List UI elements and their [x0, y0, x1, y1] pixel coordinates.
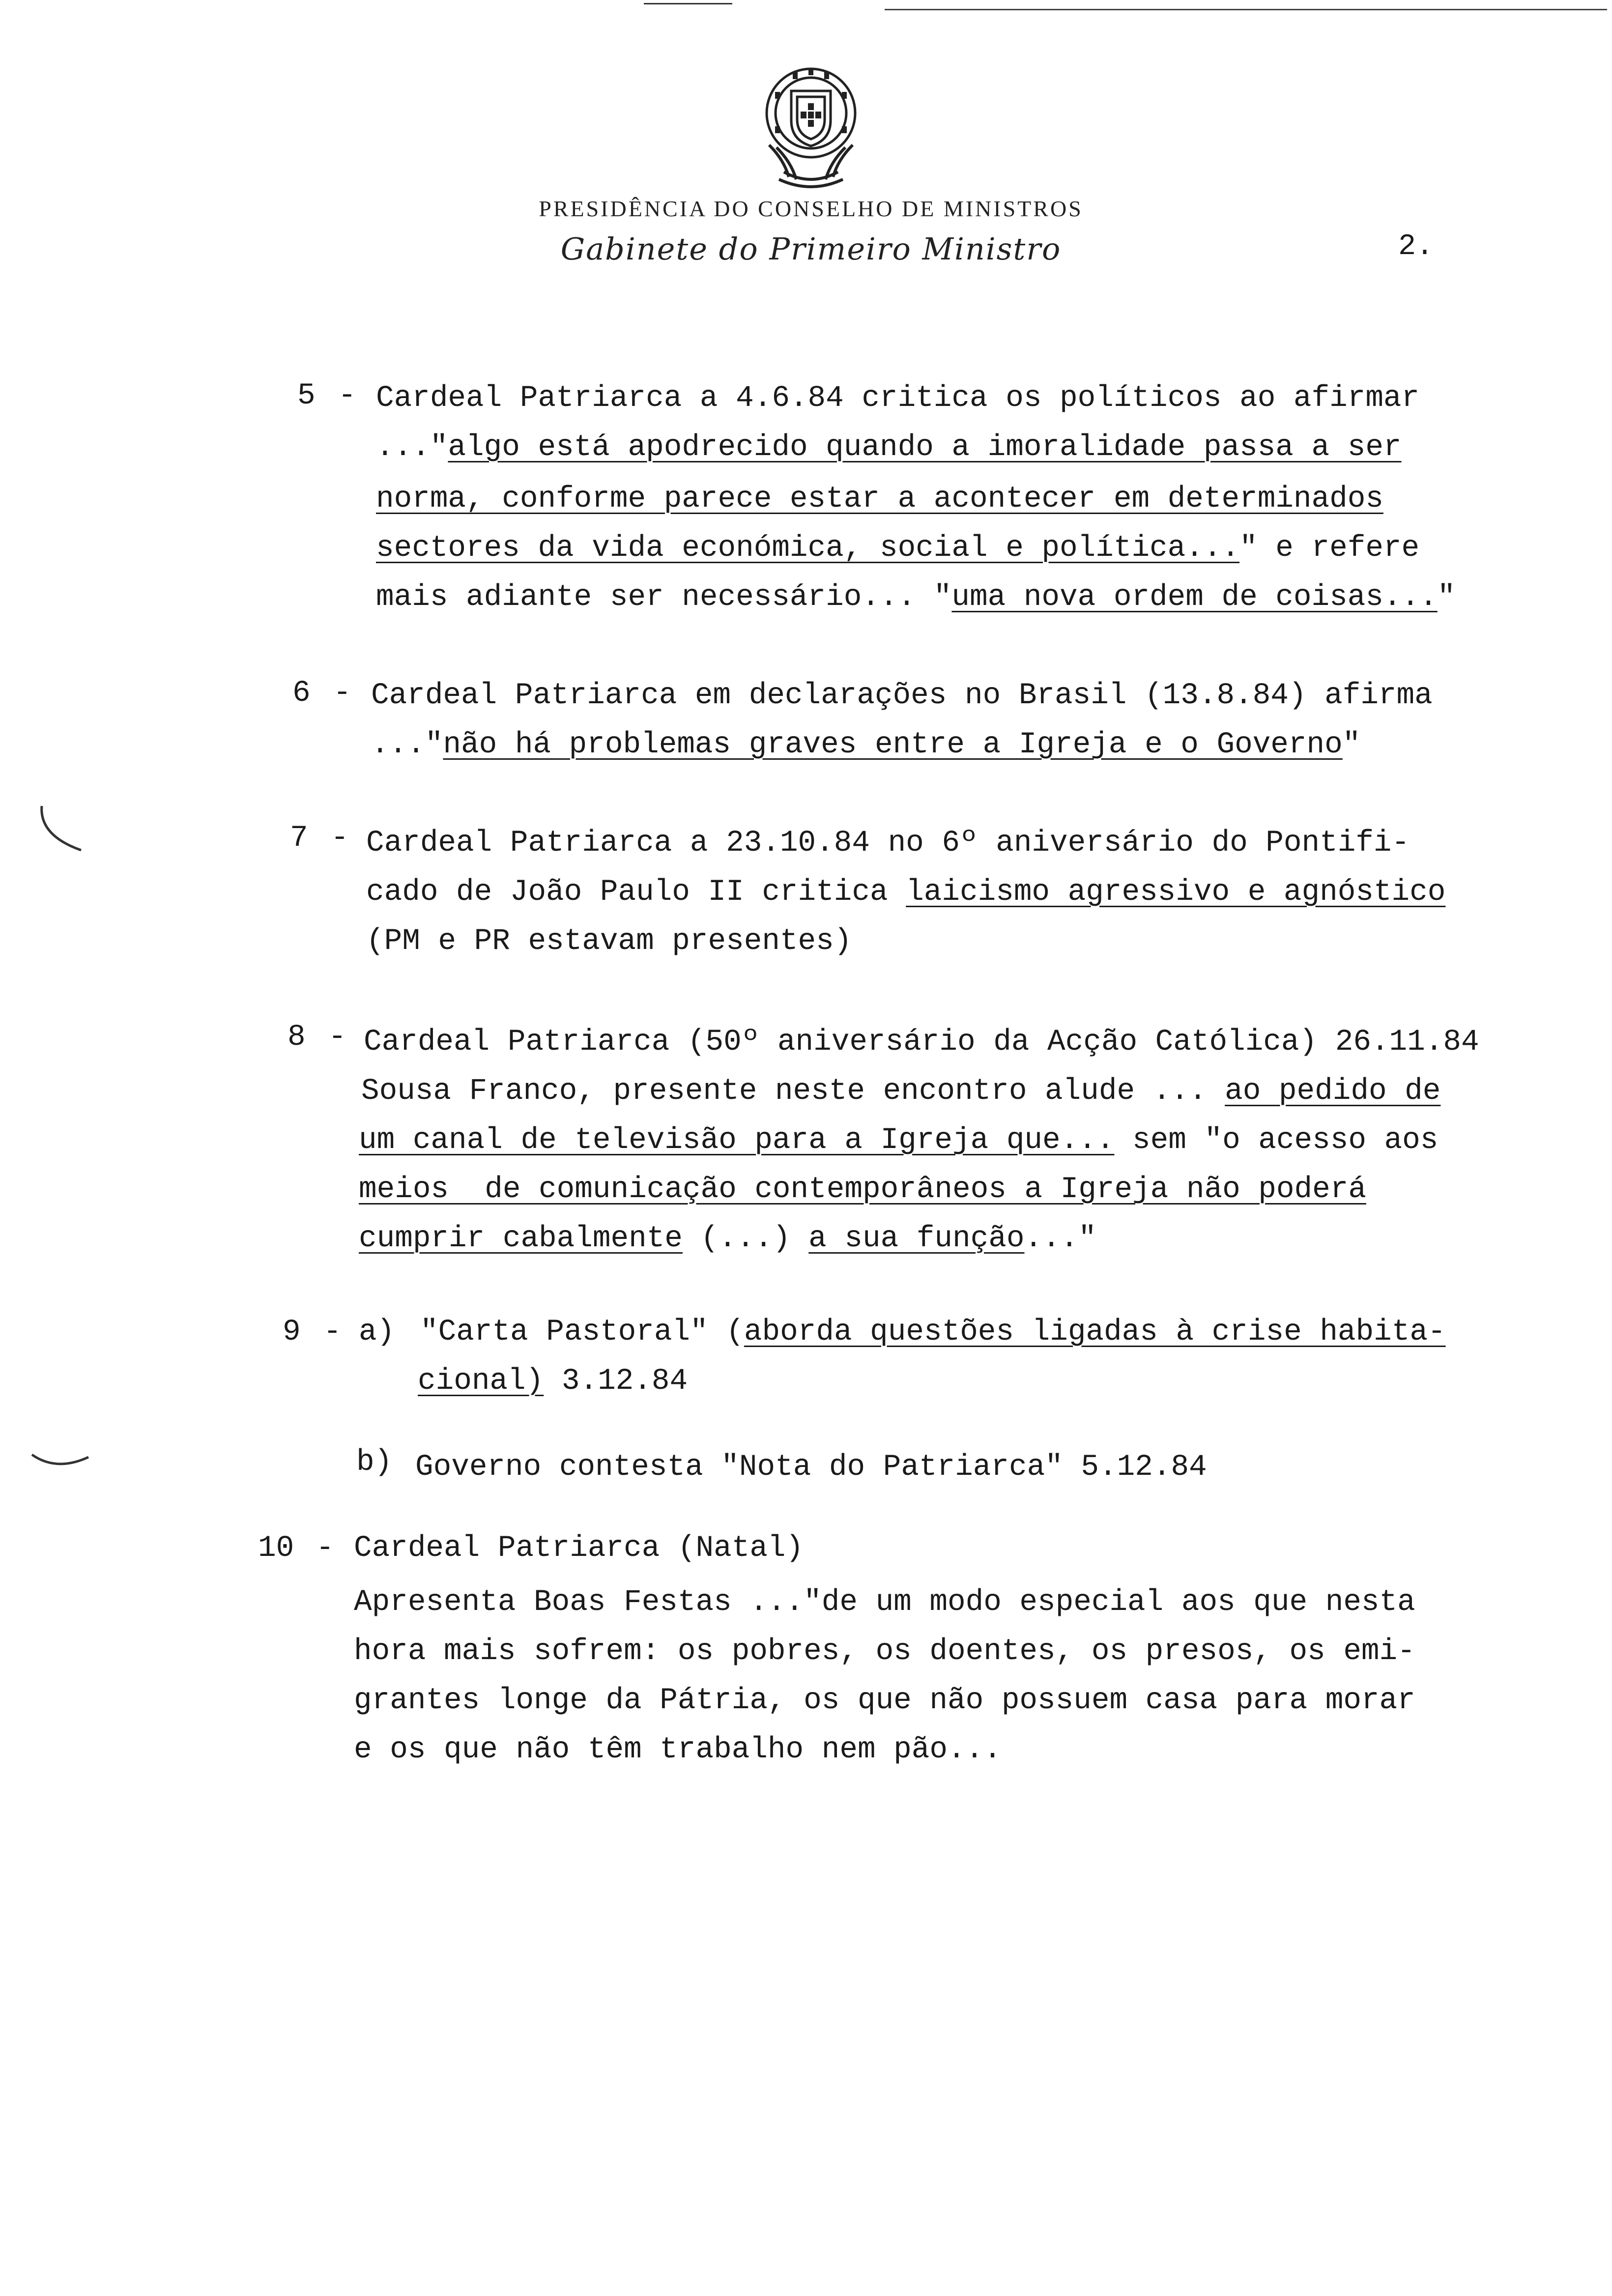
item-5-line-5 [376, 582, 1455, 612]
underlined-quote: meios de comunicação contemporâneos a Igreja não poderá [359, 1173, 1366, 1206]
underlined-quote: aborda questões ligadas à crise habita- [744, 1315, 1446, 1349]
letterhead-institution: PRESIDÊNCIA DO CONSELHO DE MINISTROS [539, 196, 1083, 221]
underlined-quote: ao pedido de [1225, 1074, 1441, 1108]
item-10-line-3: hora mais sofrem: os pobres, os doentes, os presos, os emi- [354, 1635, 1415, 1668]
item-5-dash: - [338, 379, 356, 413]
item-7-line-1 [366, 828, 1410, 858]
item-9a-label: a) [359, 1315, 395, 1349]
underlined-quote: laicismo agressivo e agnóstico [906, 875, 1446, 909]
underlined-quote: não há problemas graves entre a Igreja e o Governo [443, 728, 1343, 762]
underlined-quote: cumprir cabalmente [359, 1222, 683, 1256]
item-6-line-1: Cardeal Patriarca em declarações no Brasil (13.8.84) afirma [371, 679, 1433, 713]
item-6-dash: - [333, 676, 351, 710]
item-5-line-2 [376, 432, 1402, 462]
underlined-quote: a sua função [808, 1222, 1025, 1256]
item-9-number: 9 [283, 1315, 301, 1349]
item-6-number: 6 [292, 676, 311, 710]
item-8-dash: - [328, 1020, 346, 1054]
item-7-line-3: (PM e PR estavam presentes) [366, 924, 852, 958]
item-5-number: 5 [297, 379, 316, 413]
letterhead-cabinet: Gabinete do Primeiro Ministro [560, 231, 1062, 267]
item-9b-text: Governo contesta "Nota do Patriarca" 5.12.84 [415, 1450, 1207, 1484]
item-10-line-2: Apresenta Boas Festas ..."de um modo especial aos que nesta [354, 1585, 1415, 1619]
plain-text: 3.12.84 [544, 1364, 688, 1398]
underlined-quote: um canal de televisão para a Igreja que... [359, 1123, 1115, 1157]
plain-text: " e refere [1239, 531, 1420, 565]
item-8-line-5 [359, 1224, 1096, 1254]
item-8-line-3 [359, 1125, 1438, 1155]
item-10-line-1: Cardeal Patriarca (Natal) [354, 1531, 804, 1565]
item-8-line-1: Cardeal Patriarca (50º aniversário da Acção Católica) 26.11.84 [364, 1025, 1479, 1059]
item-8-number: 8 [288, 1020, 306, 1054]
coat-of-arms-icon [749, 61, 872, 189]
underlined-quote: sectores da vida económica, social e política... [376, 531, 1240, 565]
plain-text: 6º aniversário do Pontifi- [942, 826, 1410, 860]
underlined-quote: uma nova ordem de coisas... [951, 580, 1438, 614]
plain-text: Sousa Franco, presente neste encontro alude ... [361, 1074, 1225, 1108]
underlined-quote: algo está apodrecido quando a imoralidade passa a ser [448, 430, 1402, 464]
quote-close: " [1342, 728, 1361, 762]
plain-text: mais adiante ser necessário... " [376, 580, 952, 614]
item-8-line-4 [359, 1175, 1366, 1205]
item-10-line-5: e os que não têm trabalho nem pão... [354, 1733, 1002, 1767]
quote-open: ..." [376, 430, 448, 464]
item-9-dash: - [323, 1315, 342, 1349]
item-10-dash: - [316, 1531, 334, 1565]
item-7-dash: - [331, 821, 349, 855]
scan-edge-rule [885, 9, 1607, 10]
item-8-line-2 [361, 1076, 1440, 1106]
plain-text: sem "o acesso aos [1114, 1123, 1439, 1157]
page-number: 2. [1398, 230, 1434, 263]
item-9a-line-1 [420, 1317, 1446, 1347]
quote-open: ..." [371, 728, 443, 762]
underlined-quote: cional) [418, 1364, 544, 1398]
item-6-line-2 [371, 730, 1360, 760]
item-10-line-4: grantes longe da Pátria, os que não possuem casa para morar [354, 1684, 1415, 1718]
plain-text: Cardeal Patriarca a 23.10.84 no [366, 826, 942, 860]
item-10-number: 10 [258, 1531, 294, 1565]
plain-text: (...) [682, 1222, 809, 1256]
item-5-line-3 [376, 484, 1383, 514]
punch-hole-mark [27, 1445, 91, 1484]
item-7-number: 7 [290, 821, 308, 855]
punch-hole-mark [27, 796, 86, 855]
item-9a-line-2 [418, 1366, 688, 1396]
plain-text: cado de João Paulo II critica [366, 875, 906, 909]
quote-close: ..." [1024, 1222, 1096, 1256]
scan-edge-rule [644, 3, 732, 4]
quote-close: " [1437, 580, 1456, 614]
plain-text: "Carta Pastoral" ( [420, 1315, 744, 1349]
item-9b-label: b) [356, 1445, 393, 1479]
item-5-line-1: Cardeal Patriarca a 4.6.84 critica os políticos ao afirmar [376, 381, 1420, 415]
item-7-line-2 [366, 877, 1445, 907]
underlined-quote: norma, conforme parece estar a acontecer em determinados [376, 482, 1383, 516]
item-5-line-4 [376, 533, 1419, 563]
